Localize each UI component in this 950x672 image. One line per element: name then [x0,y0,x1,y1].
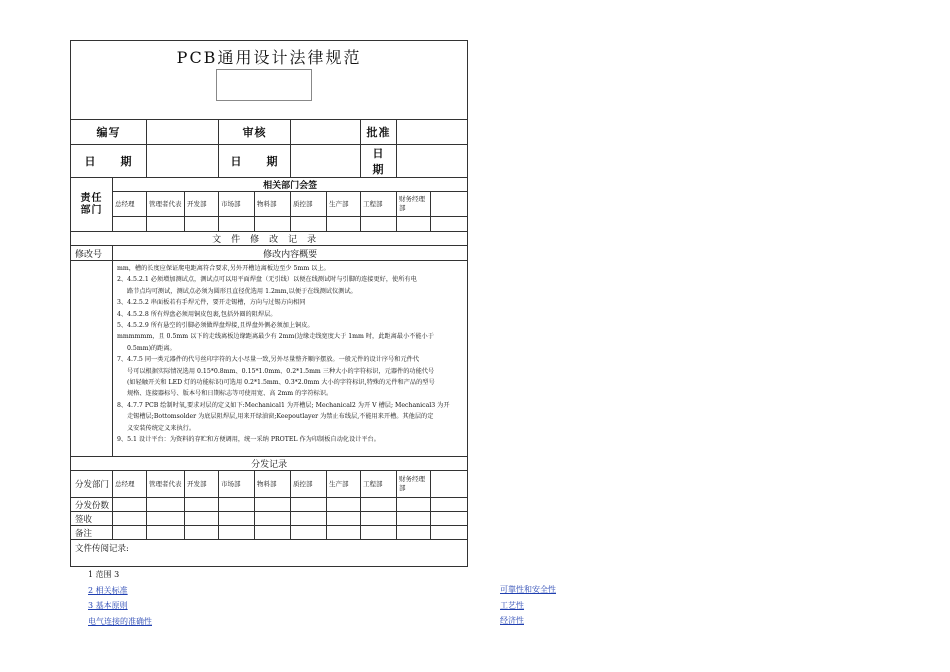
date-row [71,145,468,178]
distribution-sign-label: 签收 [71,512,113,526]
revision-line: 0.5mm)的距离。 [127,344,176,352]
toc-link-electrical-accuracy[interactable]: 电气连接的准确性 [88,616,152,626]
revision-line: 路节点均可测试，测试点必须为圆形且直径优选用 1.2mm,以便于在线测试仪测试。 [127,287,357,295]
distribution-copies-row [71,498,468,512]
prepared-value [147,120,219,145]
toc-link-manufacturability[interactable]: 工艺性 [500,600,524,610]
revision-line: 8、4.7.7 PCB 绘制时氧,要求对层的定义如下:Mechanical1 为开槽层; Mechanical2 为开 V 槽层; Mechanical3 为开 [117,401,450,409]
revision-content [113,261,468,457]
responsible-dept-label: 责任 部门 [71,178,113,232]
dept-name: 财务经理部 [397,192,431,217]
dept-name: 财务经理部 [397,471,431,498]
dept-name: 开发部 [185,192,219,217]
toc-link-economy[interactable]: 经济性 [500,616,524,625]
document-sheet [70,40,467,567]
revision-number-cell [71,261,113,457]
revision-line: 义安装传统定义来执行。 [127,424,196,432]
dept-name: 工程部 [361,192,397,217]
revision-line: 2、4.5.2.1 必须增加测试点，测试点可以用平面焊盘（无引线）以便在线测试时与引脚的连接更好，使所有电 [117,276,417,284]
dept-blank [431,192,468,217]
prepared-label: 编写 [71,120,147,145]
dept-name: 管理者代表 [147,471,185,498]
revision-line: mmmmmm，且 0.5mm 以下的走线离板边缘距离最少有 2mm(边缘走线宽度大于 1mm 时，此距离最小不能小于 [117,333,434,341]
dept-name: 总经理 [113,471,147,498]
toc-right [500,582,556,629]
dept-name: 生产部 [327,471,361,498]
distribution-sign-row [71,512,468,526]
dept-name: 管理者代表 [147,192,185,217]
circulation-record: 文件传阅记录: [71,540,468,567]
distribution-note-row [71,526,468,540]
approve-value [397,120,468,145]
revision-line: 4、4.5.2.8 所有焊盘必须用铜皮包裹,包括外圈的阻焊层。 [117,310,277,318]
review-value [291,120,361,145]
toc-link-basic-principles[interactable]: 3 基本原则 [88,601,128,610]
dept-name: 工程部 [361,471,397,498]
dept-names-row [71,192,468,217]
review-label: 审核 [219,120,291,145]
revision-line: 9、5.1 设计平台：为资料的存贮和方便调用，统一采纳 PROTEL 作为印制板自动化设计平台。 [117,436,380,444]
dept-name: 开发部 [185,471,219,498]
dept-name: 质控部 [291,471,327,498]
dept-name: 质控部 [291,192,327,217]
title-blank-box [216,69,312,101]
date-label-1: 日 期 [71,145,147,178]
revision-line: 走锡槽层;Bottomsolder 为底层阻焊层,用来开绿油窗;Keepoutlayer 为禁止布线层,不能用来开槽。其他层的定 [127,413,434,421]
dept-sign-row [71,217,468,232]
dept-blank [431,471,468,498]
date-label-3: 日 期 [361,145,397,178]
date-label-2: 日 期 [219,145,291,178]
distribution-copies-label: 分发份数 [71,498,113,512]
toc-link-related-standards[interactable]: 2 相关标准 [88,585,128,595]
dept-name: 物料部 [255,471,291,498]
dept-name: 物料部 [255,192,291,217]
revision-line: 5、4.5.2.9 所有悬空的引脚必须做焊盘焊接,且焊盘外侧必须加上铜皮。 [117,322,314,330]
dept-name: 生产部 [327,192,361,217]
approve-label: 批准 [361,120,397,145]
date-value-1 [147,145,219,178]
toc-item-scope: 1 范围 3 [88,570,120,579]
dept-name: 市场部 [219,471,255,498]
signoff-row [71,120,468,145]
revision-line: 号可以根据实际情况选用 0.15*0.8mm、0.15*1.0mm、0.2*1.5mm 三种大小的字符标识，元器件的功能代号 [127,367,435,375]
dept-header-row [71,178,468,192]
revision-line: 规格、连接器标号、版本号和日期标志等可使用宽、高 2mm 的字符标识。 [127,390,333,398]
revision-line: (如轻触开关和 LED 灯的功能标识)可选用 0.2*1.5mm、0.3*2.0mm 大小的字符标识,特殊的元件和产品的型号 [127,379,435,387]
distribution-note-label: 备注 [71,526,113,540]
distribution-dept-label: 分发部门 [71,471,113,498]
revision-line: mm，槽的长度应保证爬电距离符合要求,另外开槽边离板边至少 5mm 以上。 [117,265,330,272]
toc-left [88,567,152,629]
revision-section-title: 文件修改记录 [71,232,468,246]
title-cell [71,41,468,120]
dept-countersign-header: 相关部门会签 [113,178,468,192]
date-value-2 [291,145,361,178]
form-table [70,40,468,567]
distribution-section-title: 分发记录 [71,457,468,471]
document-title: PCB通用设计法律规范 [176,48,362,67]
revision-line: 7、4.7.5 同一类元器件的代号丝印字符的大小尽量一致,另外尽量整齐顺序摆放。一般元件的设计序号和元件代 [117,356,420,364]
revision-number-header: 修改号 [71,246,113,261]
distribution-dept-row [71,471,468,498]
revision-summary-header: 修改内容概要 [113,246,468,261]
dept-name: 市场部 [219,192,255,217]
revision-line: 3、4.2.5.2 串面板若有手焊元件，要开走锡槽，方向与过锡方向相同 [117,299,306,307]
toc-link-reliability-safety[interactable]: 可靠性和安全性 [500,585,556,594]
dept-name: 总经理 [113,192,147,217]
